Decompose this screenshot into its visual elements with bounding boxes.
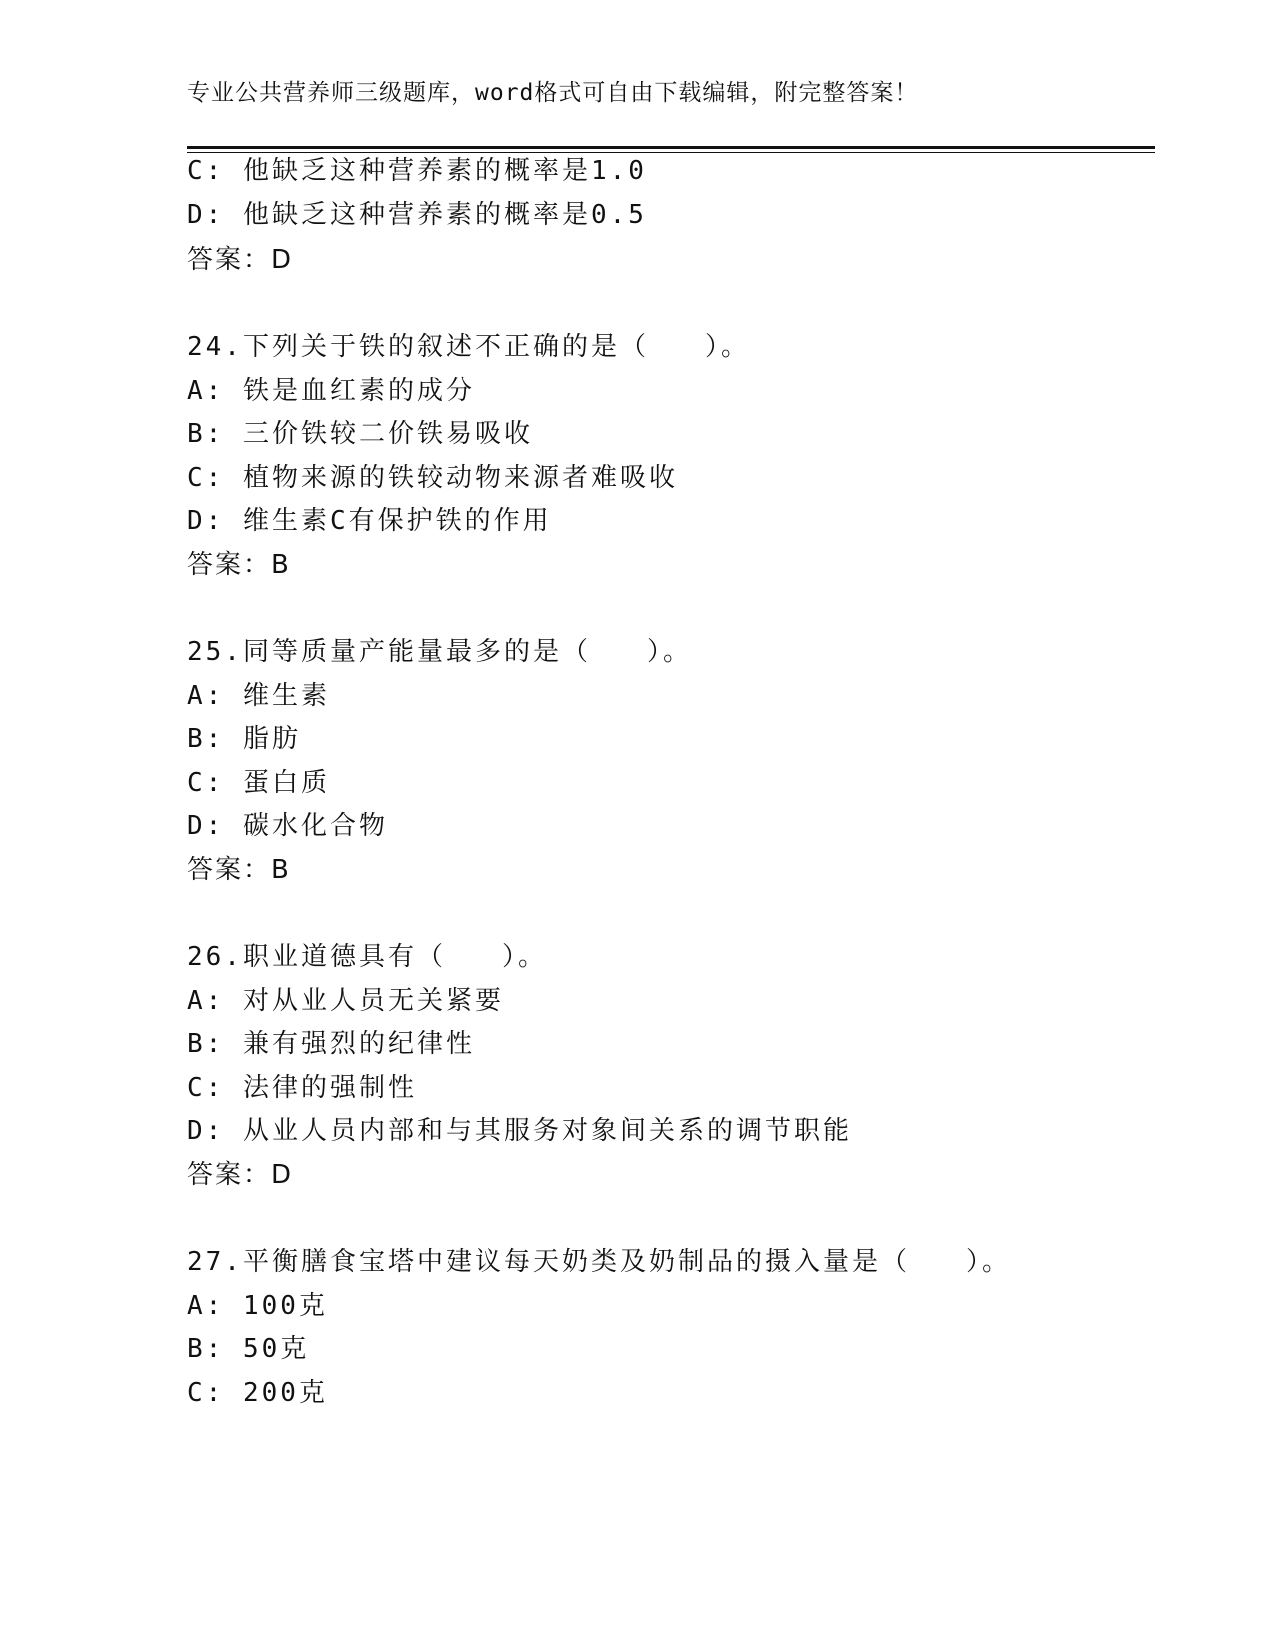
option-c: C: 他缺乏这种营养素的概率是1.0: [187, 156, 647, 186]
page-header: 专业公共营养师三级题库，word格式可自由下载编辑，附完整答案！: [187, 80, 919, 106]
option-b: B: 三价铁较二价铁易吸收: [187, 419, 533, 449]
option-b: B: 脂肪: [187, 724, 301, 754]
question-stem: 27.平衡膳食宝塔中建议每天奶类及奶制品的摄入量是（ ）。: [187, 1247, 1011, 1277]
option-a: A: 铁是血红素的成分: [187, 376, 475, 406]
question-stem: 24.下列关于铁的叙述不正确的是（ ）。: [187, 332, 750, 362]
question-stem: 26.职业道德具有（ ）。: [187, 942, 547, 972]
option-c: C: 200克: [187, 1378, 328, 1408]
answer: 答案：D: [187, 245, 294, 275]
option-c: C: 植物来源的铁较动物来源者难吸收: [187, 463, 678, 493]
option-b: B: 兼有强烈的纪律性: [187, 1029, 475, 1059]
answer: 答案：B: [187, 550, 291, 580]
option-c: C: 蛋白质: [187, 768, 330, 798]
option-a: A: 100克: [187, 1291, 328, 1321]
option-c: C: 法律的强制性: [187, 1073, 417, 1103]
option-b: B: 50克: [187, 1334, 310, 1364]
option-a: A: 对从业人员无关紧要: [187, 986, 504, 1016]
answer: 答案：B: [187, 855, 291, 885]
answer: 答案：D: [187, 1160, 294, 1190]
header-rule-thin: [187, 152, 1155, 153]
header-rule-thick: [187, 146, 1155, 149]
option-d: D: 维生素C有保护铁的作用: [187, 506, 552, 536]
option-d: D: 碳水化合物: [187, 811, 388, 841]
option-d: D: 从业人员内部和与其服务对象间关系的调节职能: [187, 1116, 852, 1146]
question-stem: 25.同等质量产能量最多的是（ ）。: [187, 637, 692, 667]
option-a: A: 维生素: [187, 681, 330, 711]
option-d: D: 他缺乏这种营养素的概率是0.5: [187, 200, 647, 230]
